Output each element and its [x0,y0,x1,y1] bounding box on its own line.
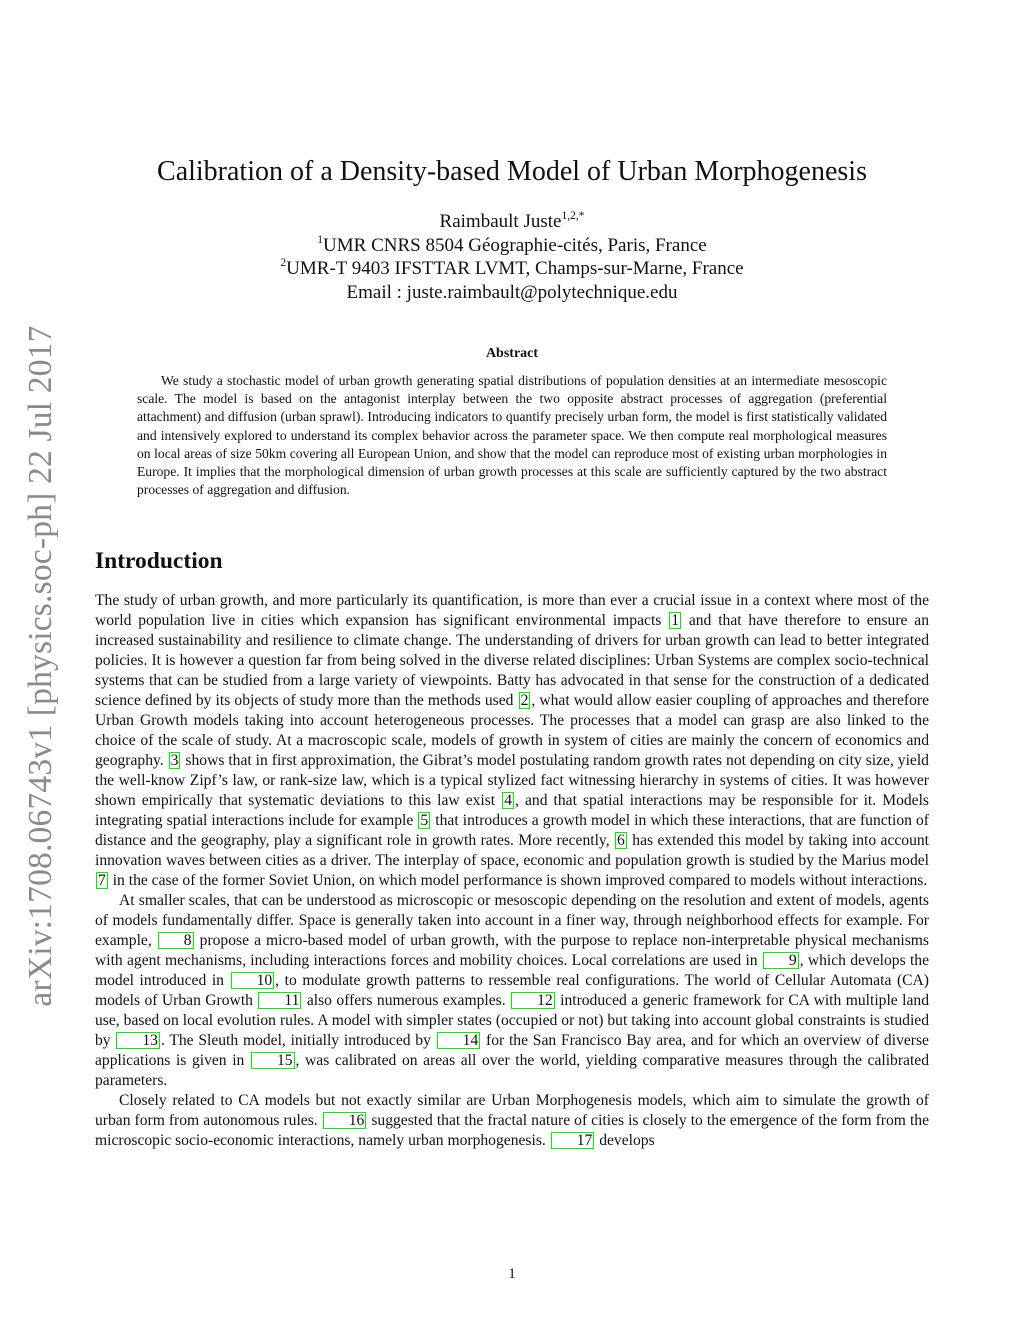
author-email: Email : juste.raimbault@polytechnique.edu [346,281,678,303]
text-span: has extended this model by taking into account innovation waves between cities as a driver. The interplay of space, economic and population growth is studied by the Marius model [95,832,930,869]
citation-link[interactable]: 1 [671,612,679,629]
intro-paragraph-1 [95,591,929,891]
text-span: , was calibrated on areas all over the world, yielding comparative measures through the calibrated parameters. [95,1052,929,1089]
text-span: At smaller scales, that can be understood as microscopic or mesoscopic depending on the resolution and extent of models, agents of models fundamentally differ. Space is generally taken into account in a finer way, through neighborhood effects for example. For example, [95,892,929,949]
section-title-introduction: Introduction [95,548,223,574]
author-name: Raimbault Juste [439,211,562,232]
citation-link[interactable]: 16 [323,1112,367,1129]
affiliation-mark: 2 [280,257,287,269]
paper-title: Calibration of a Density-based Model of Urban Morphogenesis [157,156,867,187]
text-span: that introduces a growth model in which these interactions, that are function of distance and the geography, play a significant role in growth rates. More recently, [95,812,929,849]
citation-link[interactable]: 15 [251,1052,295,1069]
affiliation-2 [0,257,1024,281]
text-span: , and that spatial interactions may be responsible for it. Models integrating spatial interactions include for example [95,792,929,829]
text-span: . The Sleuth model, initially introduced by [160,1032,431,1049]
citation-link[interactable]: 2 [520,692,529,709]
text-span: also offers numerous examples. [306,992,506,1009]
text-span: propose a micro-based model of urban growth, with the purpose to replace non-interpretable physical mechanisms with agent mechanisms, including interactions forces and mobility choices. Local correlations are used in [95,932,929,969]
author-block [0,210,1024,304]
author-line [0,210,1024,234]
citation-link[interactable]: 8 [158,932,194,949]
intro-paragraph-2 [95,891,929,1091]
citation-link[interactable]: 12 [511,992,555,1009]
abstract-heading: Abstract [485,346,539,361]
citation-link[interactable]: 13 [116,1032,160,1049]
citation-link[interactable]: 10 [231,972,275,989]
text-span: in the case of the former Soviet Union, on which model performance is shown improved compared to models without interactions. [112,872,928,889]
citation-link[interactable]: 5 [420,812,429,829]
abstract-text: We study a stochastic model of urban growth generating spatial distributions of population densities at an intermediate mesoscopic scale. The model is based on the antagonist interplay between the two opposite abstract processes of aggregation (preferential attachment) and diffusion (urban sprawl). Introducing indicators to quantify precisely urban form, the model is first statistically validated and intensively explored to understand its complex behavior across the parameter space. We then compute real morphological measures on local areas of size 50km covering all European Union, and show that the model can reproduce most of existing urban morphologies in Europe. It implies that the morphological dimension of urban growth processes at this scale are sufficiently captured by the two abstract processes of aggregation and diffusion. [137,373,887,498]
arxiv-identifier: arXiv:1708.06743v1 [physics.soc-ph] 22 Jul 2017 [22,325,59,1007]
citation-link[interactable]: 9 [763,952,799,969]
intro-paragraph-3 [95,1091,929,1151]
citation-link[interactable]: 6 [617,832,625,849]
text-span: and that have therefore to ensure an increased sustainability and resilience to climate change. The understanding of drivers for urban growth can lead to better integrated policies. It is however a question far from being solved in the diverse related disciplines: Urban Systems are complex socio-technical systems that can be studied from a large variety of viewpoints. Batty has advocated in that sense for the construction of a dedicated science defined by its objects of study more than the methods used [95,612,929,709]
text-span: introduced a generic framework for CA with multiple land use, based on local evolution rules. A model with simpler states (occupied or not) but taking into account global constraints is studied by [95,992,929,1049]
citation-link[interactable]: 4 [504,792,513,809]
citation-link[interactable]: 11 [258,992,301,1009]
text-span: suggested that the fractal nature of cities is closely to the emergence of the form from the microscopic socio-economic interactions, namely urban morphogenesis. [95,1112,930,1149]
text-span: , what would allow easier coupling of approaches and therefore Urban Growth models taking into account heterogeneous processes. The processes that a model can grasp are also linked to the choice of the scale of study. At a macroscopic scale, models of growth in system of cities are mainly the concern of economics and geography. [95,692,929,769]
text-span: for the San Francisco Bay area, and for which an overview of diverse applications is given in [95,1032,929,1069]
text-span: shows that in first approximation, the Gibrat’s model postulating random growth rates not depending on city size, yield the well-know Zipf’s law, or rank-size law, which is a typical stylized fact witnessing hierarchy in systems of cities. It was however shown empirically that systematic deviations to this law exist [95,752,929,809]
author-marks: 1,2,* [561,210,585,222]
text-span: , which develops the model introduced in [95,952,929,989]
affiliation-1 [0,234,1024,258]
text-span: develops [599,1132,655,1149]
text-span: , to modulate growth patterns to ressemble real configurations. The world of Cellular Automata (CA) models of Urban Growth [95,972,929,1009]
text-span: The study of urban growth, and more particularly its quantification, is more than ever a crucial issue in a context where most of the world population live in cities which expansion has significant environmental impacts [95,592,929,629]
affiliation-text: UMR-T 9403 IFSTTAR LVMT, Champs-sur-Marne, France [286,258,744,279]
citation-link[interactable]: 3 [170,752,179,769]
citation-link[interactable]: 14 [437,1032,481,1049]
citation-link[interactable]: 7 [98,872,106,889]
affiliation-text: UMR CNRS 8504 Géographie-cités, Paris, France [323,234,707,256]
text-span: Closely related to CA models but not exactly similar are Urban Morphogenesis models, which aim to simulate the growth of urban form from autonomous rules. [95,1092,929,1129]
citation-link[interactable]: 17 [551,1132,595,1149]
affiliation-mark: 1 [317,233,324,246]
introduction-body [95,591,929,1151]
page-number: 1 [508,1266,516,1282]
